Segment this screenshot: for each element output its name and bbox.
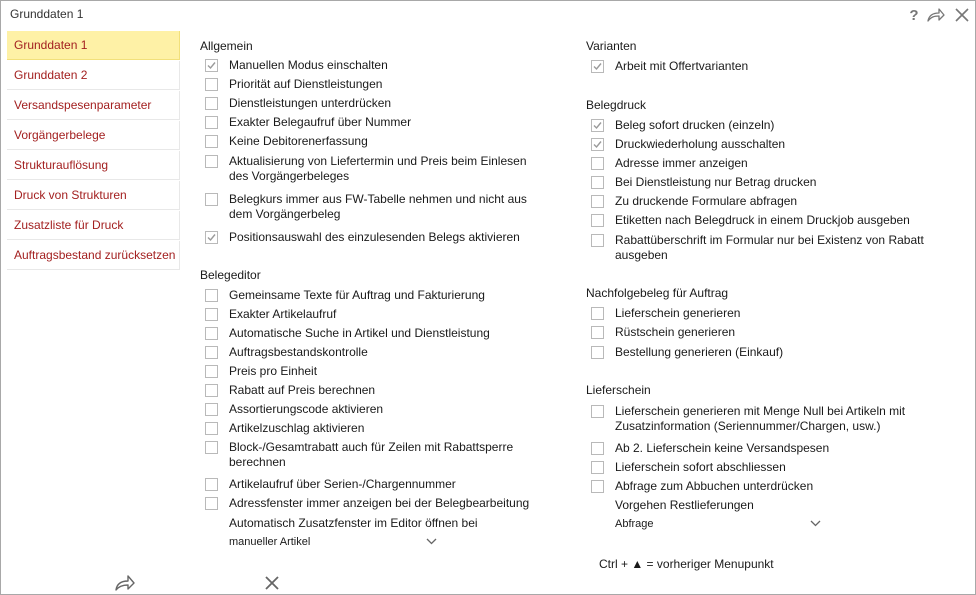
checkbox[interactable] bbox=[205, 403, 218, 416]
checkbox-row[interactable] bbox=[591, 156, 748, 171]
sidebar-item-strukturaufloesung[interactable]: Strukturauflösung bbox=[7, 151, 180, 180]
restlieferungen-value: Abfrage bbox=[615, 518, 654, 530]
checkbox[interactable] bbox=[205, 59, 218, 72]
checkbox-label: Rabatt auf Preis berechnen bbox=[229, 383, 376, 397]
checkbox-row[interactable] bbox=[205, 230, 520, 245]
checkbox-label: Automatische Suche in Artikel und Dienstleistung bbox=[229, 326, 490, 340]
forward-icon[interactable] bbox=[927, 6, 945, 24]
checkbox-row[interactable] bbox=[205, 345, 368, 360]
checkbox[interactable] bbox=[591, 442, 604, 455]
checkbox-label: Ab 2. Lieferschein keine Versandspesen bbox=[615, 441, 830, 455]
checkbox[interactable] bbox=[205, 155, 218, 168]
settings-panel bbox=[183, 28, 975, 570]
restlieferungen-label: Vorgehen Restlieferungen bbox=[615, 498, 754, 512]
sidebar bbox=[4, 28, 182, 570]
checkbox-label: Gemeinsame Texte für Auftrag und Fakturierung bbox=[229, 288, 485, 302]
checkbox[interactable] bbox=[205, 346, 218, 359]
checkbox-row[interactable] bbox=[205, 58, 388, 73]
checkbox-row[interactable] bbox=[591, 404, 935, 434]
checkbox-label: Artikelaufruf über Serien-/Chargennummer bbox=[229, 477, 456, 491]
checkbox[interactable] bbox=[591, 157, 604, 170]
checkbox-row[interactable] bbox=[205, 364, 317, 379]
checkbox-row[interactable] bbox=[205, 134, 368, 149]
checkbox-row[interactable] bbox=[591, 233, 935, 263]
checkbox[interactable] bbox=[205, 441, 218, 454]
checkbox-label: Assortierungscode aktivieren bbox=[229, 402, 384, 416]
chevron-down-icon bbox=[810, 518, 821, 530]
checkbox-label: Rabattüberschrift im Formular nur bei Existenz von Rabatt ausgeben bbox=[615, 233, 924, 262]
checkbox-label: Priorität auf Dienstleistungen bbox=[229, 77, 383, 91]
keyboard-hint: Ctrl + ▲ = vorheriger Menupunkt bbox=[599, 557, 774, 571]
checkbox-row[interactable] bbox=[591, 306, 740, 321]
checkbox-label: Druckwiederholung ausschalten bbox=[615, 137, 786, 151]
checkbox-label: Artikelzuschlag aktivieren bbox=[229, 421, 365, 435]
checkbox-label: Lieferschein generieren mit Menge Null bei Artikeln mit Zusatzinformation (Seriennummer/Chargen, usw.) bbox=[615, 404, 906, 433]
checkbox[interactable] bbox=[205, 327, 218, 340]
checkbox-label: Etiketten nach Belegdruck in einem Druckjob ausgeben bbox=[615, 213, 910, 227]
checkbox-row[interactable] bbox=[205, 307, 336, 322]
checkbox-label: Lieferschein generieren bbox=[615, 306, 741, 320]
section-title-nachfolgebeleg: Nachfolgebeleg für Auftrag bbox=[586, 286, 729, 300]
checkbox[interactable] bbox=[591, 119, 604, 132]
checkbox-row[interactable] bbox=[591, 325, 735, 340]
forward-icon[interactable] bbox=[114, 572, 136, 594]
checkbox-row[interactable] bbox=[205, 115, 411, 130]
checkbox-row[interactable] bbox=[205, 383, 375, 398]
window-title: Grunddaten 1 bbox=[10, 7, 84, 21]
checkbox-label: Auftragsbestandskontrolle bbox=[229, 345, 368, 359]
checkbox-row[interactable] bbox=[591, 137, 785, 152]
checkbox-row[interactable] bbox=[205, 154, 549, 184]
checkbox-row[interactable] bbox=[205, 96, 391, 111]
checkbox-label: Bestellung generieren (Einkauf) bbox=[615, 345, 784, 359]
checkbox[interactable] bbox=[205, 384, 218, 397]
checkbox-label: Zu druckende Formulare abfragen bbox=[615, 194, 798, 208]
sidebar-item-zusatzliste-fuer-druck[interactable]: Zusatzliste für Druck bbox=[7, 211, 180, 240]
checkbox[interactable] bbox=[205, 422, 218, 435]
checkbox[interactable] bbox=[205, 135, 218, 148]
checkbox-label: Keine Debitorenerfassung bbox=[229, 134, 368, 148]
checkbox[interactable] bbox=[591, 195, 604, 208]
checkbox-row[interactable] bbox=[205, 326, 490, 341]
checkbox-row[interactable] bbox=[591, 345, 783, 360]
sidebar-item-auftragsbestand-zuruecksetzen[interactable]: Auftragsbestand zurücksetzen bbox=[7, 241, 180, 270]
checkbox[interactable] bbox=[591, 214, 604, 227]
checkbox-label: Rüstschein generieren bbox=[615, 325, 736, 339]
checkbox-row[interactable] bbox=[591, 479, 813, 494]
checkbox[interactable] bbox=[591, 176, 604, 189]
checkbox-row[interactable] bbox=[205, 440, 549, 470]
checkbox-label: Arbeit mit Offertvarianten bbox=[615, 59, 749, 73]
checkbox[interactable] bbox=[205, 231, 218, 244]
restlieferungen-select[interactable] bbox=[615, 515, 821, 533]
checkbox-row[interactable] bbox=[205, 402, 383, 417]
checkbox[interactable] bbox=[205, 97, 218, 110]
checkbox[interactable] bbox=[591, 234, 604, 247]
checkbox[interactable] bbox=[205, 193, 218, 206]
checkbox-label: Manuellen Modus einschalten bbox=[229, 58, 388, 72]
checkbox[interactable] bbox=[205, 289, 218, 302]
checkbox-row[interactable] bbox=[205, 192, 549, 222]
checkbox-label: Beleg sofort drucken (einzeln) bbox=[615, 118, 775, 132]
checkbox-row[interactable] bbox=[205, 496, 529, 511]
section-title-varianten: Varianten bbox=[586, 39, 637, 53]
checkbox-row[interactable] bbox=[205, 477, 456, 492]
checkbox[interactable] bbox=[205, 78, 218, 91]
checkbox-row[interactable] bbox=[591, 194, 797, 209]
checkbox[interactable] bbox=[205, 497, 218, 510]
checkbox[interactable] bbox=[205, 365, 218, 378]
checkbox-label: Bei Dienstleistung nur Betrag drucken bbox=[615, 175, 817, 189]
checkbox-label: Abfrage zum Abbuchen unterdrücken bbox=[615, 479, 814, 493]
checkbox[interactable] bbox=[591, 461, 604, 474]
checkbox-row[interactable] bbox=[205, 421, 364, 436]
checkbox-row[interactable] bbox=[591, 59, 748, 74]
checkbox-label: Aktualisierung von Liefertermin und Preis beim Einlesen des Vorgängerbeleges bbox=[229, 154, 527, 183]
sidebar-item-vorgaengerbelege[interactable]: Vorgängerbelege bbox=[7, 121, 180, 150]
checkbox-label: Exakter Belegaufruf über Nummer bbox=[229, 115, 412, 129]
section-title-lieferschein: Lieferschein bbox=[586, 383, 651, 397]
section-title-belegeditor: Belegeditor bbox=[200, 268, 261, 282]
close-icon[interactable] bbox=[953, 6, 971, 24]
zusatzfenster-value: manueller Artikel bbox=[229, 536, 311, 548]
checkbox[interactable] bbox=[591, 480, 604, 493]
checkbox-label: Dienstleistungen unterdrücken bbox=[229, 96, 392, 110]
checkbox-row[interactable] bbox=[591, 460, 786, 475]
sidebar-item-grunddaten-2[interactable]: Grunddaten 2 bbox=[7, 61, 180, 90]
checkbox[interactable] bbox=[205, 116, 218, 129]
checkbox-label: Adresse immer anzeigen bbox=[615, 156, 748, 170]
checkbox[interactable] bbox=[591, 346, 604, 359]
checkbox-row[interactable] bbox=[591, 118, 774, 133]
checkbox[interactable] bbox=[205, 478, 218, 491]
sidebar-item-versandspesenparameter[interactable]: Versandspesenparameter bbox=[7, 91, 180, 120]
checkbox-row[interactable] bbox=[591, 213, 910, 228]
checkbox[interactable] bbox=[591, 138, 604, 151]
checkbox-row[interactable] bbox=[205, 77, 382, 92]
checkbox-label: Exakter Artikelaufruf bbox=[229, 307, 337, 321]
checkbox-row[interactable] bbox=[591, 441, 829, 456]
checkbox[interactable] bbox=[591, 60, 604, 73]
checkbox-label: Block-/Gesamtrabatt auch für Zeilen mit Rabattsperre berechnen bbox=[229, 440, 514, 469]
checkbox-label: Preis pro Einheit bbox=[229, 364, 318, 378]
checkbox[interactable] bbox=[591, 307, 604, 320]
cancel-icon[interactable] bbox=[261, 572, 283, 594]
zusatzfenster-label: Automatisch Zusatzfenster im Editor öffnen bei bbox=[229, 516, 478, 530]
sidebar-item-druck-von-strukturen[interactable]: Druck von Strukturen bbox=[7, 181, 180, 210]
checkbox-row[interactable] bbox=[591, 175, 816, 190]
checkbox[interactable] bbox=[591, 326, 604, 339]
section-title-allgemein: Allgemein bbox=[200, 39, 253, 53]
checkbox-row[interactable] bbox=[205, 288, 485, 303]
chevron-down-icon bbox=[426, 536, 437, 548]
checkbox[interactable] bbox=[205, 308, 218, 321]
sidebar-item-grunddaten-1[interactable]: Grunddaten 1 bbox=[7, 31, 180, 60]
section-title-belegdruck: Belegdruck bbox=[586, 98, 647, 112]
zusatzfenster-select[interactable] bbox=[229, 533, 437, 551]
help-icon[interactable]: ? bbox=[909, 6, 919, 24]
checkbox[interactable] bbox=[591, 405, 604, 418]
checkbox-label: Adressfenster immer anzeigen bei der Belegbearbeitung bbox=[229, 496, 530, 510]
checkbox-label: Positionsauswahl des einzulesenden Belegs aktivieren bbox=[229, 230, 520, 244]
checkbox-label: Belegkurs immer aus FW-Tabelle nehmen und nicht aus dem Vorgängerbeleg bbox=[229, 192, 527, 221]
checkbox-label: Lieferschein sofort abschliessen bbox=[615, 460, 786, 474]
